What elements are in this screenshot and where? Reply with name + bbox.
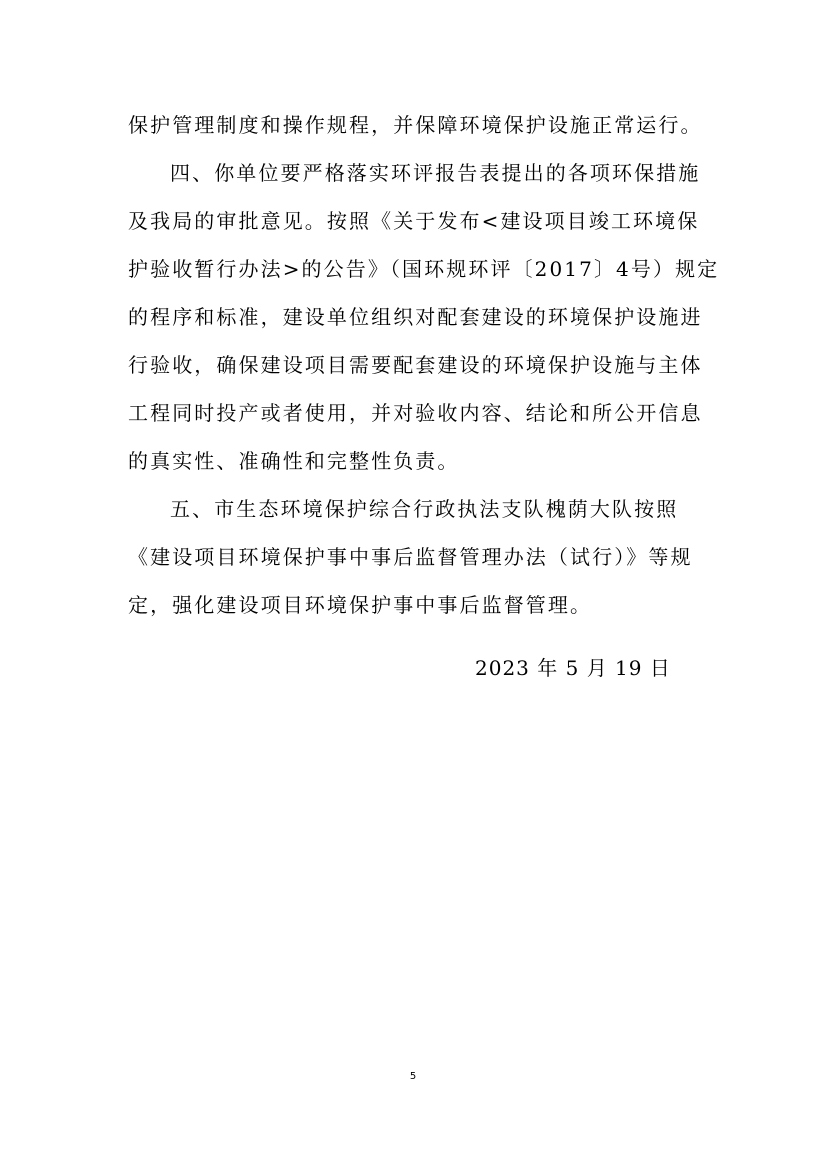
- paragraph-4-line-5: 行验收，确保建设项目需要配套建设的环境保护设施与主体: [128, 353, 703, 377]
- paragraph-4-line-6: 工程同时投产或者使用，并对验收内容、结论和所公开信息: [128, 401, 703, 425]
- paragraph-4-line-2: 及我局的审批意见。按照《关于发布<建设项目竣工环境保: [128, 209, 700, 233]
- paragraph-4-line-7: 的真实性、准确性和完整性负责。: [128, 449, 460, 473]
- paragraph-4-line-3: 护验收暂行办法>的公告》（国环规环评〔2017〕4号）规定: [128, 257, 720, 281]
- paragraph-5-line-1: 五、市生态环境保护综合行政执法支队槐荫大队按照: [170, 497, 679, 521]
- paragraph-5-line-2: 《建设项目环境保护事中事后监督管理办法（试行）》等规: [128, 545, 693, 569]
- paragraph-4-line-4: 的程序和标准，建设单位组织对配套建设的环境保护设施进: [128, 305, 703, 329]
- page-number: 5: [409, 1071, 417, 1082]
- paragraph-4-line-1: 四、你单位要严格落实环评报告表提出的各项环保措施: [170, 161, 701, 185]
- paragraph-3-line-1: 保护管理制度和操作规程，并保障环境保护设施正常运行。: [128, 113, 703, 137]
- document-date: 2023 年 5 月 19 日: [475, 656, 671, 680]
- paragraph-5-line-3: 定，强化建设项目环境保护事中事后监督管理。: [128, 593, 593, 617]
